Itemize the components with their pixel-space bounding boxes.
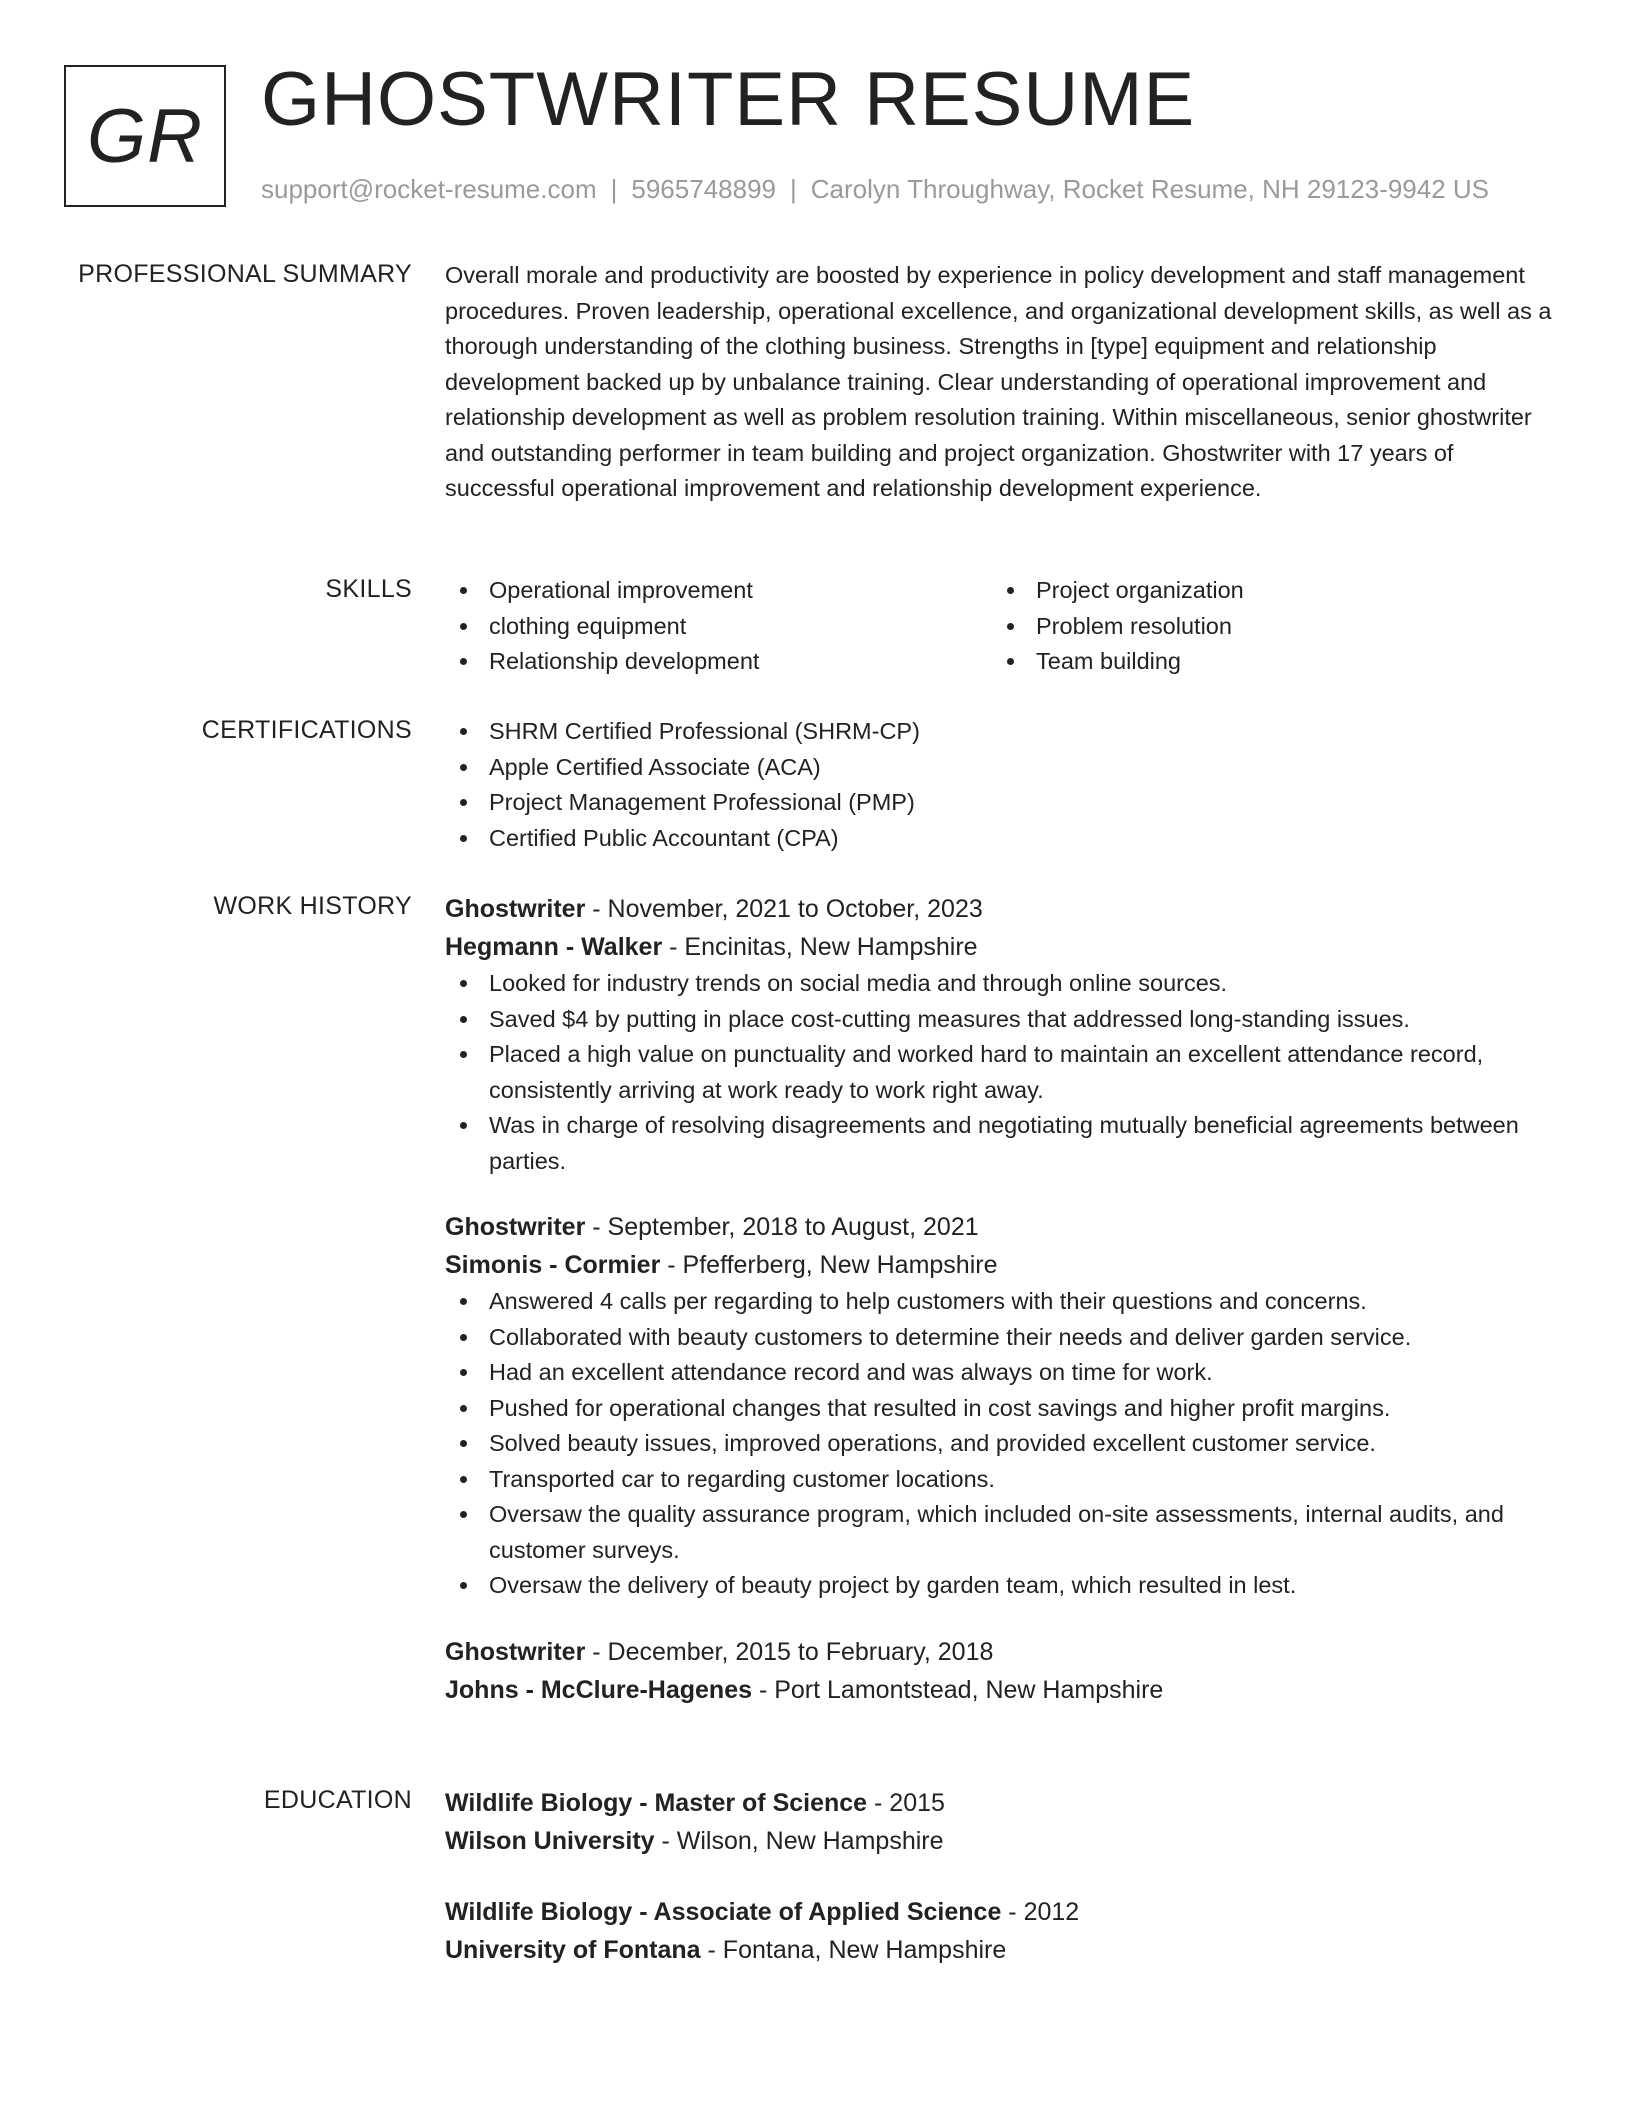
- job-title-line: [445, 890, 1560, 928]
- bullet-text: Was in charge of resolving disagreements and negotiating mutually beneficial agreements between parties.: [489, 1112, 1519, 1174]
- skills-list-right: [992, 573, 1539, 680]
- certification-text: SHRM Certified Professional (SHRM-CP): [489, 718, 920, 744]
- education-school: University of Fontana: [445, 1936, 701, 1964]
- job-location: - Encinitas, New Hampshire: [662, 933, 978, 961]
- bullet-text: Solved beauty issues, improved operations, and provided excellent customer service.: [489, 1430, 1376, 1456]
- certification-text: Apple Certified Associate (ACA): [489, 753, 821, 780]
- bullet-icon: [460, 835, 467, 842]
- list-item: [445, 1426, 1560, 1462]
- list-item: [445, 644, 992, 680]
- bullet-icon: [460, 764, 467, 771]
- list-item: [445, 966, 1560, 1002]
- bullet-text: Saved $4 by putting in place cost-cutting measures that addressed long-standing issues.: [489, 1005, 1410, 1032]
- monogram-logo: GR: [64, 65, 226, 207]
- list-item: [445, 785, 1560, 821]
- skill-text: Project organization: [1036, 577, 1244, 603]
- skill-text: Relationship development: [489, 648, 760, 674]
- section-label-certifications: CERTIFICATIONS: [201, 716, 412, 744]
- contact-phone[interactable]: 5965748899: [631, 174, 776, 204]
- education-entry: [445, 1893, 1560, 1969]
- skill-text: Operational improvement: [489, 577, 753, 603]
- bullet-icon: [460, 980, 467, 987]
- education-year: - 2012: [1001, 1898, 1080, 1926]
- certification-text: Certified Public Accountant (CPA): [489, 824, 839, 851]
- skill-text: clothing equipment: [489, 612, 687, 639]
- bullet-icon: [460, 1405, 467, 1412]
- certification-text: Project Management Professional (PMP): [489, 789, 915, 815]
- list-item: [445, 1108, 1519, 1179]
- education-year: - 2015: [867, 1789, 945, 1817]
- list-item: [445, 609, 992, 645]
- list-item: [445, 1002, 1560, 1038]
- certifications-body: [445, 714, 1560, 856]
- job-entry: [445, 890, 1560, 1179]
- bullet-icon: [460, 1334, 467, 1341]
- job-location: - Port Lamontstead, New Hampshire: [752, 1675, 1164, 1704]
- education-degree: Wildlife Biology - Master of Science: [445, 1789, 868, 1817]
- bullet-icon: [460, 799, 467, 806]
- job-bullets: [445, 1284, 1560, 1604]
- section-label-work: WORK HISTORY: [213, 892, 412, 920]
- job-company-line: [445, 928, 1560, 966]
- bullet-icon: [460, 1582, 467, 1589]
- bullet-icon: [460, 1476, 467, 1483]
- section-label-skills: SKILLS: [325, 575, 412, 603]
- job-title-line: [445, 1633, 1560, 1671]
- contact-separator: |: [610, 174, 618, 204]
- bullet-text: Answered 4 calls per regarding to help customers with their questions and concerns.: [489, 1288, 1367, 1314]
- bullet-text: Oversaw the quality assurance program, which included on-site assessments, internal audits, and customer surveys.: [489, 1501, 1504, 1563]
- list-item: [992, 573, 1539, 609]
- list-item: [445, 1320, 1560, 1356]
- list-item: [445, 1391, 1560, 1427]
- job-title: Ghostwriter: [445, 1213, 586, 1241]
- bullet-icon: [460, 728, 467, 735]
- list-item: [445, 750, 1560, 786]
- bullet-icon: [460, 1369, 467, 1376]
- education-degree-line: [445, 1893, 1560, 1931]
- job-company-line: [445, 1671, 1560, 1709]
- job-dates: - November, 2021 to October, 2023: [585, 895, 983, 923]
- education-school-line: [445, 1931, 1560, 1969]
- bullet-icon: [460, 1298, 467, 1305]
- list-item: [445, 821, 1560, 857]
- list-item: [445, 1284, 1560, 1320]
- list-item: [445, 1355, 1560, 1391]
- skills-list-left: [445, 573, 992, 680]
- bullet-icon: [1007, 623, 1014, 630]
- job-entry: [445, 1633, 1560, 1709]
- education-school: Wilson University: [445, 1827, 655, 1855]
- contact-email[interactable]: support@rocket-resume.com: [261, 174, 597, 204]
- bullet-text: Transported car to regarding customer locations.: [489, 1465, 995, 1492]
- job-company: Johns - McClure-Hagenes: [445, 1675, 753, 1704]
- list-item: [992, 609, 1539, 645]
- list-item: [445, 1462, 1560, 1498]
- contact-address: Carolyn Throughway, Rocket Resume, NH 29123-9942 US: [810, 174, 1490, 204]
- bullet-icon: [460, 1511, 467, 1518]
- job-location: - Pfefferberg, New Hampshire: [660, 1251, 998, 1279]
- summary-text: Overall morale and productivity are boosted by experience in policy development and staff management procedures. Proven leadership, operational excellence, and organizational development skills, as well as a thorough understanding of the clothing business. Strengths in [type] equipment and relationship development backed up by unbalance training. Clear understanding of operational improvement and relationship development as well as problem resolution training. Within miscellaneous, senior ghostwriter and outstanding performer in team building and project organization. Ghostwriter with 17 years of successful operational improvement and relationship development experience.: [445, 262, 1552, 501]
- list-item: [992, 644, 1539, 680]
- skill-text: Problem resolution: [1036, 612, 1232, 639]
- education-location: - Wilson, New Hampshire: [654, 1827, 944, 1855]
- summary-body: [445, 258, 1560, 507]
- bullet-icon: [460, 1016, 467, 1023]
- bullet-icon: [460, 1440, 467, 1447]
- job-company-line: [445, 1246, 1560, 1284]
- section-label-summary: PROFESSIONAL SUMMARY: [78, 260, 412, 288]
- education-degree-line: [445, 1784, 1560, 1822]
- job-title: Ghostwriter: [445, 895, 586, 923]
- bullet-text: Pushed for operational changes that resulted in cost savings and higher profit margins.: [489, 1394, 1391, 1421]
- bullet-text: Looked for industry trends on social media and through online sources.: [489, 970, 1228, 996]
- bullet-icon: [1007, 587, 1014, 594]
- bullet-text: Placed a high value on punctuality and worked hard to maintain an excellent attendance record, consistently arriving at work ready to work right away.: [489, 1041, 1484, 1103]
- job-dates: - September, 2018 to August, 2021: [585, 1213, 979, 1241]
- list-item: [445, 1568, 1560, 1604]
- bullet-icon: [460, 1122, 467, 1129]
- skills-grid: [445, 573, 1560, 680]
- education-location: - Fontana, New Hampshire: [700, 1936, 1007, 1964]
- job-bullets: [445, 966, 1560, 1179]
- bullet-icon: [460, 587, 467, 594]
- bullet-text: Had an excellent attendance record and was always on time for work.: [489, 1359, 1213, 1385]
- bullet-icon: [460, 1051, 467, 1058]
- bullet-text: Collaborated with beauty customers to determine their needs and deliver garden service.: [489, 1323, 1412, 1350]
- bullet-icon: [460, 658, 467, 665]
- education-school-line: [445, 1822, 1560, 1860]
- bullet-icon: [460, 623, 467, 630]
- job-company: Hegmann - Walker: [445, 933, 663, 961]
- list-item: [445, 714, 1560, 750]
- contact-line: [261, 174, 1489, 205]
- work-history-body: [445, 890, 1560, 1709]
- list-item: [445, 1037, 1559, 1108]
- job-company: Simonis - Cormier: [445, 1251, 661, 1279]
- resume-title: GHOSTWRITER RESUME: [261, 57, 1196, 142]
- job-title-line: [445, 1208, 1560, 1246]
- education-entry: [445, 1784, 1560, 1860]
- education-body: [445, 1784, 1560, 1969]
- job-entry: [445, 1208, 1560, 1604]
- contact-separator: |: [790, 174, 797, 204]
- section-label-education: EDUCATION: [263, 1786, 412, 1814]
- bullet-text: Oversaw the delivery of beauty project by garden team, which resulted in lest.: [489, 1572, 1297, 1598]
- certifications-list: [445, 714, 1560, 856]
- skill-text: Team building: [1036, 648, 1182, 674]
- job-title: Ghostwriter: [445, 1637, 586, 1666]
- bullet-icon: [1007, 658, 1014, 665]
- job-dates: - December, 2015 to February, 2018: [585, 1637, 994, 1666]
- skills-body: [445, 573, 1560, 680]
- education-degree: Wildlife Biology - Associate of Applied Science: [445, 1898, 1002, 1926]
- list-item: [445, 573, 992, 609]
- list-item: [445, 1497, 1559, 1568]
